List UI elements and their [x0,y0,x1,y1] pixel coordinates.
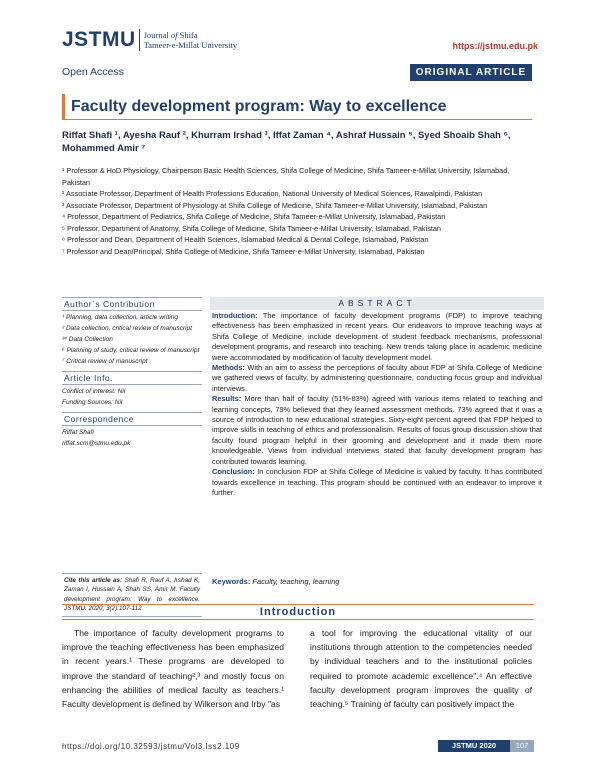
keywords-value: Faculty, teaching, learning [250,577,340,586]
introduction-column-right: a tool for improving the educational vitality of our institutions through attention to the competencies needed by individual teachers and to the institutional policies required to promote academic excellence".⁴ An effective faculty development program improves the quality of teaching.⁵ Training of faculty can positively impact the [310,628,532,710]
correspondence-name: Riffat Shafi [62,429,94,436]
article-sidebar [62,297,202,453]
affiliation-item: ³ Associate Professor, Department of Physiology at Shifa College of Medicine, Shifa Tameer-e-Millat University, Islamabad, Pakistan [62,200,488,210]
abstract-methods: Methods: With an aim to assess the perceptions of faculty about FDP at Shifa College of Medicine we gathered views of faculty, by administering questionnaire, conducting focus group and individual interviews. [212,363,542,393]
abstract-heading: ABSTRACT [210,297,544,310]
affiliation-item: ⁴ Professor, Department of Pediatrics, Shifa College of Medicine, Shifa Tameer-e-Millat University, Islamabad, Pakistan [62,212,446,221]
keywords-label: Keywords: [212,577,251,586]
logo-mark: JSTMU [62,28,136,51]
affiliation-item: ² Associate Professor, Department of Health Professions Education, National University of Medical Sciences, Rawalpindi, Pakistan [62,189,483,198]
correspondence-email[interactable]: riffat.scm@stmu.edu.pk [62,440,131,447]
journal-url-link[interactable]: https://jstmu.edu.pk [452,41,538,51]
introduction-column-left: The importance of faculty development programs to improve the teaching effectiveness has been emphasized in recent years.¹ These programs are developed to improve the standard of teaching²,³ and mostly focus on enhancing the abilities of medical faculty as teachers.¹ Faculty development is defined by Wilkerson and Irby "as [62,628,284,710]
affiliation-item: ⁷ Professor and Dean/Principal, Shifa College of Medicine, Shifa Tameer-e-Millat University, Islamabad, Pakistan [62,246,425,256]
contribution-section [62,297,202,367]
abstract-results: Results: More than half of faculty (51%-83%) agreed with various items related to teaching and learning concepts, 79% believed that they learned assessment methods. 73% agreed that it was a source of introduction to new educational strategies. Sixty-eight percent agreed that FDP helped to improve skills in teaching of ethics and professionalism. Results of focus group discussion show that faculty found program helpful in their grooming and development and it made them more knowledgeable. Views from individual interviews stated that faculty development program has contributed towards learning. [212,394,542,466]
affiliation-item: ⁵ Professor, Department of Anatomy, Shifa College of Medicine, Shifa Tameer-e-Millat University, Islamabad, Pakistan [62,223,441,233]
page-number: 107 [510,740,534,752]
keywords [212,577,339,586]
article-info-heading: Article Info. [62,371,202,385]
contribution-item: ⁷ Critical review of manuscript [62,358,148,365]
title-block [62,94,532,120]
journal-logo [62,28,237,52]
abstract-introduction: Introduction: The importance of faculty development programs (FDP) to improve teaching effectiveness has been emphasized in recent years. Our endeavors to improve teaching ways at Shifa College of Medicine, include development of student feedback mechanisms, professional development programs, and research into teaching. New trends taking place in academic medicine were accommodated by modification of faculty development model. [212,311,542,362]
correspondence-heading: Correspondence [62,412,202,426]
contribution-item: ¹ Planning, data collection, article writing [62,314,178,321]
citation-label: Cite this article as: [64,577,123,584]
contribution-item: ⁶ Planning of study, critical review of manuscript [62,347,200,354]
contribution-item: ² Data collection, critical review of manuscript [62,325,193,332]
article-type-badge: ORIGINAL ARTICLE [410,64,532,81]
footer-journal-badge: JSTMU 2020 [438,740,510,752]
logo-divider [139,29,140,51]
open-access-label: Open Access [62,66,124,78]
logo-text: Journal of Shifa Tameer-e-Millat University [143,30,238,50]
funding-sources: Funding Sources: Nil [62,399,123,406]
doi-link[interactable]: https://doi.org/10.32593/jstmu/Vol3.Iss2.109 [62,742,240,751]
conflict-of-interest: Conflict of interest: Nil [62,388,126,395]
affiliation-item: ⁶ Professor and Dean, Department of Health Sciences, Islamabad Medical & Dental College, Islamabad, Pakistan [62,235,429,244]
article-title: Faculty development program: Way to excellence [71,98,447,115]
contribution-item: ³⁴ Data Collection [62,336,113,343]
author-list: Riffat Shafi ¹, Ayesha Rauf ², Khurram Irshad ³, Iffat Zaman ⁴, Ashraf Hussain ⁵, Syed Shoaib Shah ⁶, Mohammed Amir ⁷ [62,130,511,154]
affiliation-item: ¹ Professor & HoD Physiology, Chairperson Basic Health Sciences, Shifa College of Medicine, Shifa Tameer-e-Millat University, Islamabad, Pakistan [62,166,510,187]
abstract-conclusion: Conclusion: In conclusion FDP at Shifa College of Medicine is valued by faculty. It has contributed towards excellence in teaching. This program should be continued with an endeavor to improve it further. [212,467,542,497]
abstract-body [212,311,542,498]
introduction-heading: Introduction [62,604,534,620]
citation-text: Shafi R, Rauf A, Irshad K, Zaman I, Hussain A, Shah SS, Amir M. Faculty development program: Way to excellence. JSTMU. 2020; 3(2):107-112 [64,577,200,613]
article-info-section [62,371,202,408]
affiliation-list [62,165,534,257]
correspondence-section [62,412,202,449]
contribution-heading: Author`s Contribution [62,297,202,311]
